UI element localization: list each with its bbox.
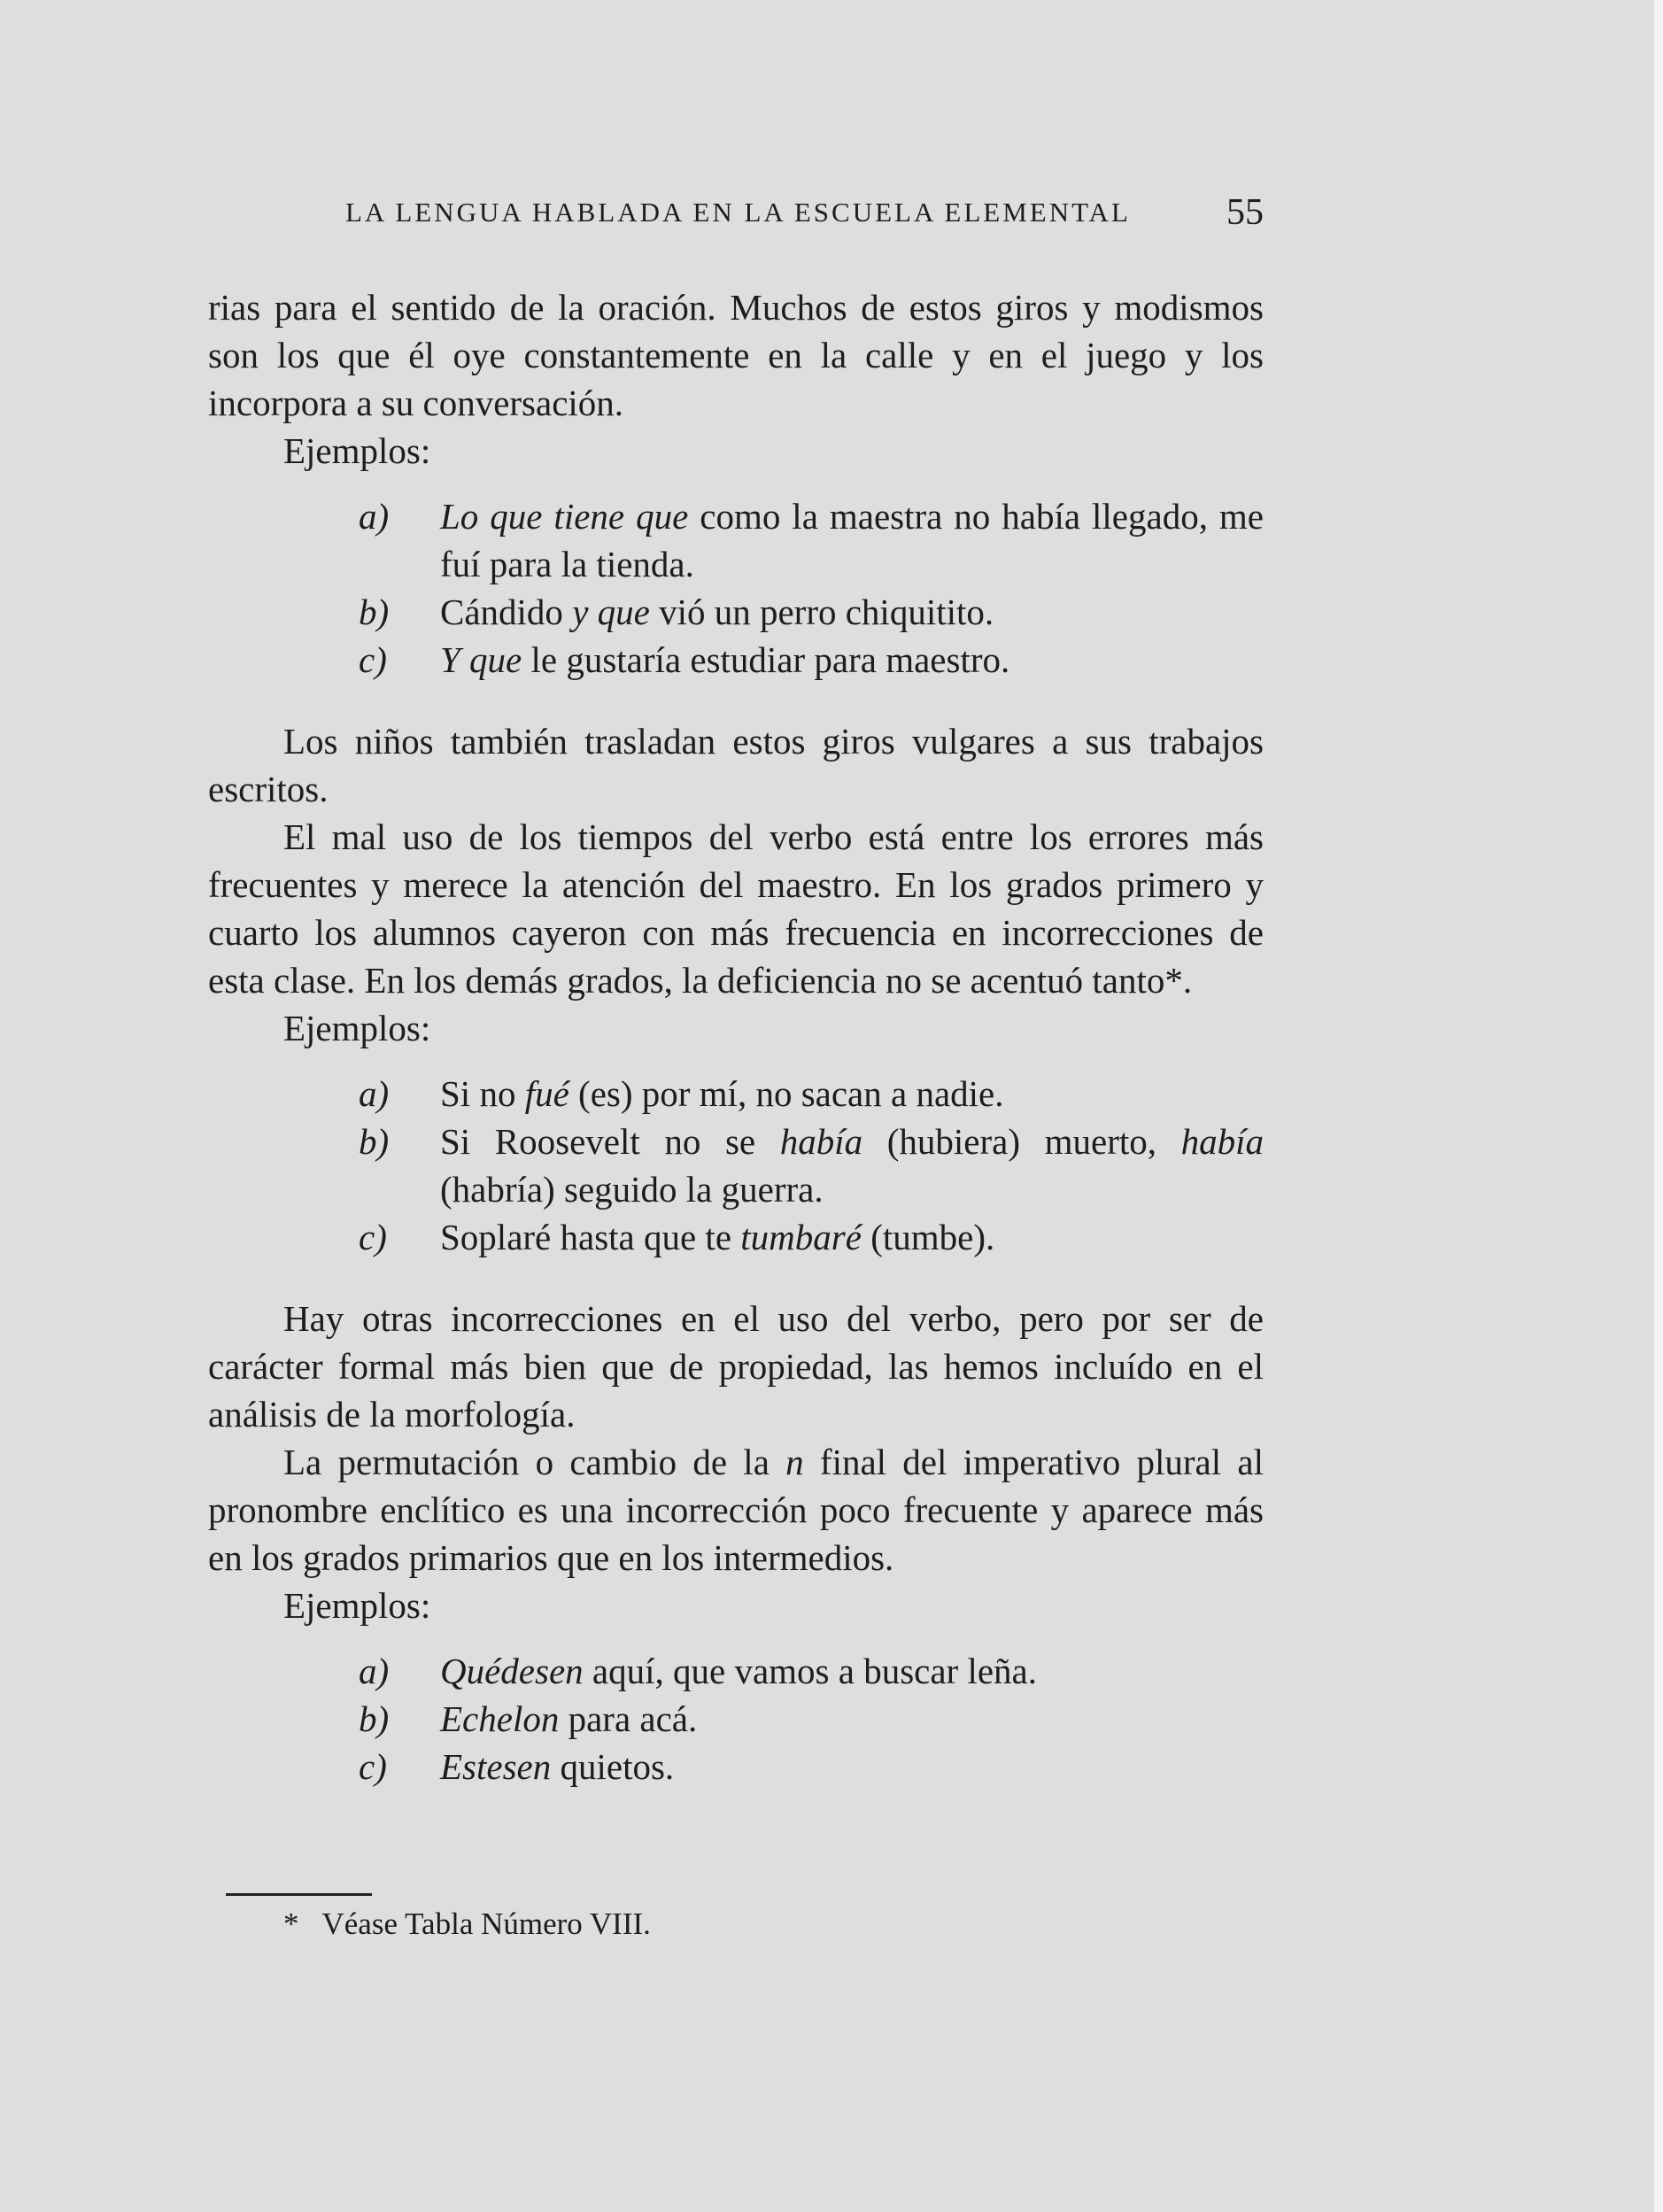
footnote-text: Véase Tabla Número VIII. (321, 1906, 651, 1941)
examples-group-2 (208, 1070, 1264, 1261)
italic-phrase: Y que (440, 639, 522, 680)
paragraph-4: Hay otras incorrecciones en el uso del verbo, pero por ser de carácter formal más bien que de propiedad, las hemos incluído en el análisis de la morfología. (208, 1298, 1264, 1435)
example-rest: para acá. (559, 1698, 698, 1739)
example-text (440, 1695, 1264, 1743)
italic-phrase: tumbaré (740, 1217, 862, 1257)
example-pre: Si Roosevelt no se (440, 1121, 780, 1162)
paragraph-3: El mal uso de los tiempos del verbo está entre los errores más frecuentes y merece la atención del maestro. En los grados primero y cuarto los alumnos cayeron con más frecuencia en incorrecciones de esta clase. En los demás grados, la deficiencia no se acentuó tanto*. (208, 816, 1264, 1001)
example-label: c) (359, 639, 387, 680)
example-rest: vió un perro chiquitito. (649, 592, 994, 632)
example-label: a) (359, 1651, 390, 1691)
example-text (440, 1118, 1264, 1213)
example-text (440, 1647, 1264, 1695)
example-item (208, 1118, 1264, 1213)
example-item (208, 636, 1264, 684)
example-label: a) (359, 1073, 390, 1114)
example-label: c) (359, 1746, 387, 1787)
running-head-title: LA LENGUA HABLADA EN LA ESCUELA ELEMENTAL (345, 197, 1131, 228)
example-rest: quietos. (551, 1746, 675, 1787)
example-rest: (es) por mí, no sacan a nadie. (569, 1073, 1004, 1114)
example-item (208, 1647, 1264, 1695)
ejemplos-label-1: Ejemplos: (283, 430, 431, 471)
italic-phrase: Lo que tiene que (440, 496, 689, 537)
italic-phrase: fué (524, 1073, 569, 1114)
italic-phrase: Estesen (440, 1746, 552, 1787)
italic-phrase: había (1180, 1121, 1265, 1162)
running-head (345, 192, 1264, 233)
example-label: b) (359, 592, 390, 632)
example-text (440, 1743, 1264, 1790)
example-mid: (hubiera) muerto, (862, 1121, 1181, 1162)
example-text (440, 588, 1264, 636)
italic-phrase: Quédesen (440, 1651, 584, 1691)
example-pre: Si no (440, 1073, 525, 1114)
examples-group-1 (208, 492, 1264, 684)
italic-phrase: Echelon (440, 1698, 560, 1739)
italic-letter: n (785, 1442, 804, 1482)
body-text (208, 283, 1264, 1790)
example-text (440, 636, 1264, 684)
example-label: b) (359, 1698, 390, 1739)
example-item (208, 492, 1264, 588)
example-label: c) (359, 1217, 387, 1257)
example-text (440, 492, 1264, 588)
example-label: b) (359, 1121, 390, 1162)
page-number: 55 (1226, 192, 1264, 233)
examples-group-3 (208, 1647, 1264, 1790)
example-rest: (tumbe). (861, 1217, 995, 1257)
example-rest: como la maestra no había llegado, me fuí para la tienda. (440, 496, 1264, 584)
ejemplos-label-2: Ejemplos: (283, 1008, 431, 1048)
footnote-marker: * (283, 1906, 299, 1941)
example-text (440, 1070, 1264, 1118)
example-text (440, 1213, 1264, 1261)
example-label: a) (359, 496, 390, 537)
example-pre: Soplaré hasta que te (440, 1217, 741, 1257)
footnote (283, 1906, 651, 1942)
italic-phrase: había (779, 1121, 863, 1162)
example-rest: le gustaría estudiar para maestro. (522, 639, 1010, 680)
italic-phrase: y que (572, 592, 650, 632)
paragraph-1: rias para el sentido de la oración. Muchos de estos giros y modismos son los que él oye constantemente en la calle y en el juego y los incorpora a su conversación. (208, 287, 1264, 423)
example-pre: Cándido (440, 592, 573, 632)
example-item (208, 588, 1264, 636)
paragraph-5 (208, 1438, 1264, 1582)
paragraph-5-pre: La permutación o cambio de la (283, 1442, 786, 1482)
paragraph-5-rest: final del imperativo plural al pronombre enclítico es una incorrección poco frecuente y aparece más en los grados primarios que en los intermedios. (208, 1442, 1264, 1578)
paragraph-2: Los niños también trasladan estos giros vulgares a sus trabajos escritos. (208, 721, 1264, 809)
example-item (208, 1743, 1264, 1790)
example-rest: aquí, que vamos a buscar leña. (583, 1651, 1037, 1691)
example-rest: (habría) seguido la guerra. (440, 1169, 824, 1210)
ejemplos-label-3: Ejemplos: (283, 1585, 431, 1626)
footnote-rule (226, 1893, 372, 1896)
example-item (208, 1695, 1264, 1743)
example-item (208, 1070, 1264, 1118)
example-item (208, 1213, 1264, 1261)
